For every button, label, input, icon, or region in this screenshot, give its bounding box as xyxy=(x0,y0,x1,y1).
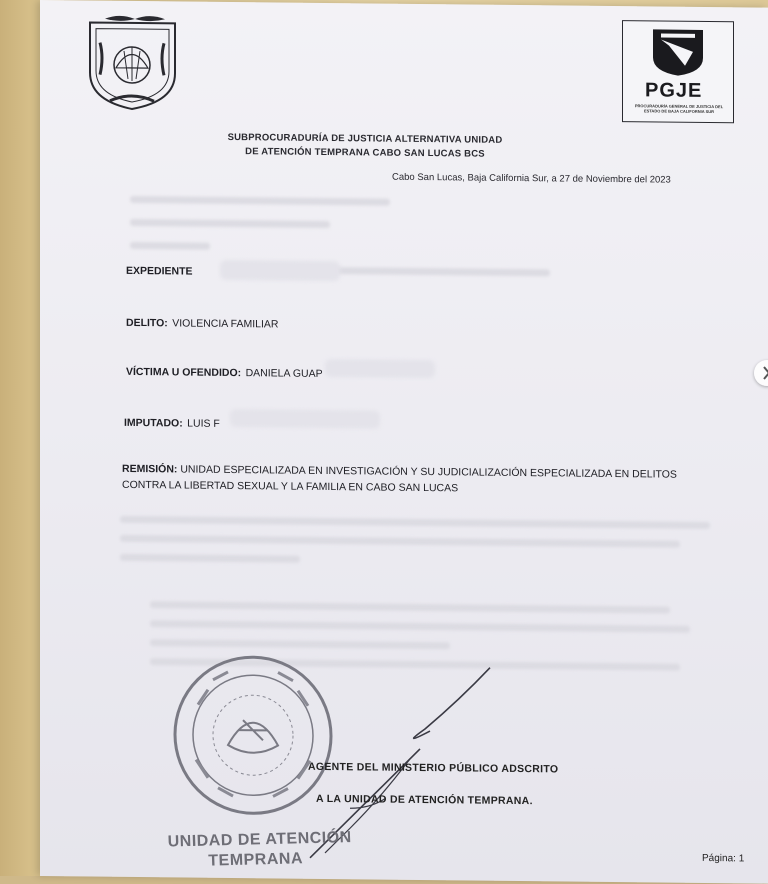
remision-block xyxy=(122,461,742,499)
victima-label: VÍCTIMA U OFENDIDO: xyxy=(126,365,242,380)
delito-value: VIOLENCIA FAMILIAR xyxy=(172,317,279,331)
state-coat-of-arms-icon xyxy=(80,12,185,113)
pgje-label: PGJE xyxy=(645,79,703,102)
redacted-imputado-name xyxy=(230,409,380,429)
victima-row xyxy=(126,362,323,382)
unidad-stamp xyxy=(167,828,352,872)
redacted-expediente xyxy=(220,260,340,281)
pgje-subtitle: PROCURADURÍA GENERAL DE JUSTICIA DEL ESTADO DE BAJA CALIFORNIA SUR xyxy=(634,103,724,115)
header-line-2: DE ATENCIÓN TEMPRANA CABO SAN LUCAS BCS xyxy=(245,146,485,160)
document-page xyxy=(40,0,768,884)
remision-label: REMISIÓN: xyxy=(122,462,178,476)
page-number: Página: 1 xyxy=(702,852,745,865)
delito-label: DELITO: xyxy=(126,316,168,330)
imputado-row xyxy=(124,413,220,432)
expediente-label: EXPEDIENTE xyxy=(126,264,193,278)
imputado-label: IMPUTADO: xyxy=(124,416,183,430)
bleed-through-paragraphs xyxy=(120,516,720,671)
next-arrow-button[interactable] xyxy=(754,360,768,386)
remision-value-2: CONTRA LA LIBERTAD SEXUAL Y LA FAMILIA EN CABO SAN LUCAS xyxy=(122,478,459,495)
remision-value-1: UNIDAD ESPECIALIZADA EN INVESTIGACIÓN Y SU JUDICIALIZACIÓN ESPECIALIZADA EN DELITOS xyxy=(180,463,677,481)
agent-title-line-1: AGENTE DEL MINISTERIO PÚBLICO ADSCRITO xyxy=(308,760,559,776)
header-line-1: SUBPROCURADURÍA DE JUSTICIA ALTERNATIVA UNIDAD xyxy=(227,131,503,146)
unidad-stamp-line-2: TEMPRANA xyxy=(208,850,304,870)
pgje-logo xyxy=(622,20,734,123)
pgje-emblem-icon xyxy=(623,21,733,80)
agent-title-line-2: A LA UNIDAD DE ATENCIÓN TEMPRANA. xyxy=(316,792,533,808)
chevron-right-icon xyxy=(754,360,768,386)
redacted-victim-name xyxy=(325,359,435,378)
document-date: Cabo San Lucas, Baja California Sur, a 27 de Noviembre del 2023 xyxy=(392,171,671,186)
victima-value: DANIELA GUAP xyxy=(245,367,323,380)
imputado-value: LUIS F xyxy=(187,417,220,430)
delito-row xyxy=(126,313,278,333)
bleed-through-text xyxy=(130,196,690,278)
unidad-stamp-line-1: UNIDAD DE ATENCIÓN xyxy=(167,829,352,851)
